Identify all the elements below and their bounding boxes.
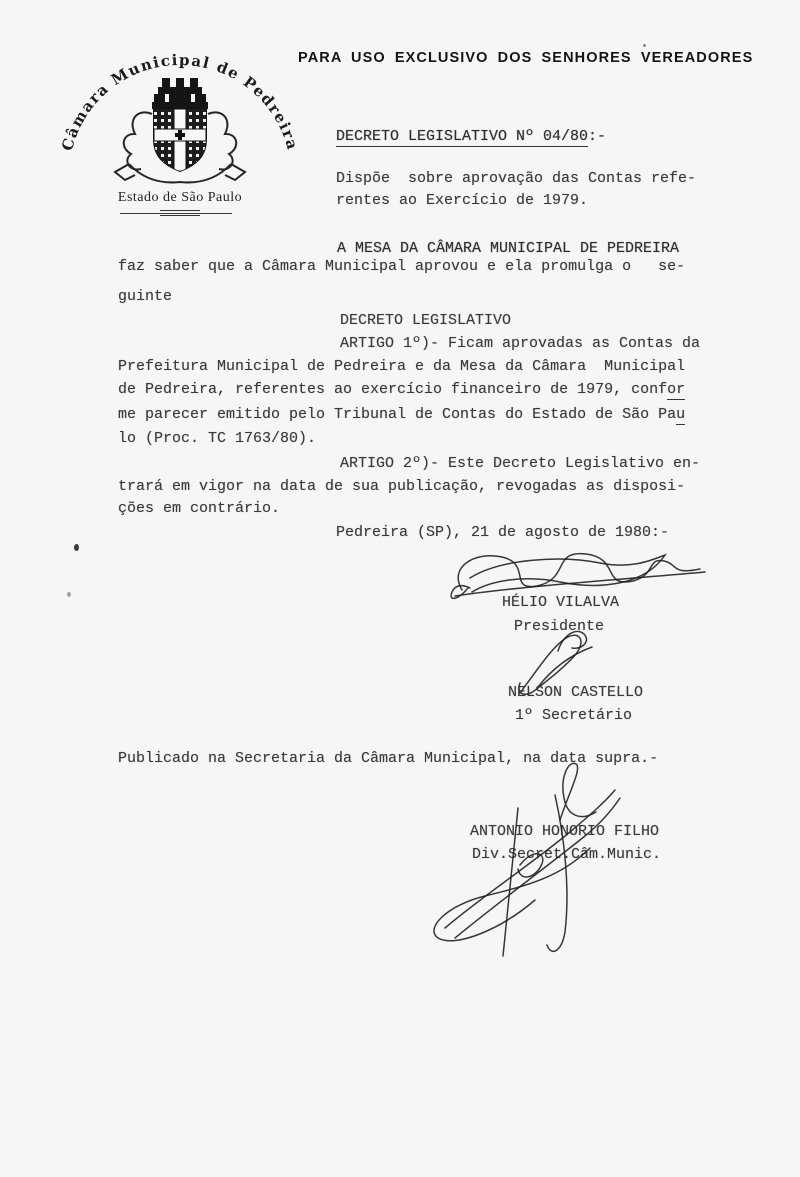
article-2-line-1: ARTIGO 2º)- Este Decreto Legislativo en-: [340, 455, 701, 472]
preamble-line-3: guinte: [118, 288, 173, 305]
article-1-line-3: de Pedreira, referentes ao exercício financeiro de 1979, confor: [118, 381, 686, 398]
article-1-line-1: ARTIGO 1º)- Ficam aprovadas as Contas da: [340, 335, 701, 352]
president-name: HÉLIO VILALVA: [502, 594, 620, 611]
article-1-line-4: me parecer emitido pelo Tribunal de Contas do Estado de São Pau: [118, 406, 686, 423]
scan-speck: [67, 592, 71, 597]
article-1-line-2: Prefeitura Municipal de Pedreira e da Mesa da Câmara Municipal: [118, 358, 686, 375]
article-2-line-2: trará em vigor na data de sua publicação, revogadas as disposi-: [118, 478, 686, 495]
decree-summary-line-1: Dispõe sobre aprovação das Contas refe-: [336, 170, 697, 187]
president-role: Presidente: [514, 618, 605, 635]
shield-icon: [154, 109, 206, 171]
letterhead-state: Estado de São Paulo: [117, 190, 243, 205]
secretary-role: 1º Secretário: [515, 707, 633, 724]
publication-note: Publicado na Secretaria da Câmara Municipal, na data supra.-: [118, 750, 659, 767]
scan-speck: [74, 544, 79, 551]
letterhead-divider-accent: [160, 210, 200, 216]
preamble-line-1: A MESA DA CÂMARA MUNICIPAL DE PEDREIRA: [337, 240, 680, 257]
clerk-name: ANTONIO HONORIO FILHO: [470, 823, 660, 840]
letterhead-emblem: [55, 48, 305, 193]
crown-icon: [152, 78, 208, 109]
dateline: Pedreira (SP), 21 de agosto de 1980:-: [336, 524, 670, 541]
decree-title: DECRETO LEGISLATIVO Nº 04/80:-: [336, 128, 607, 145]
body-heading: DECRETO LEGISLATIVO: [340, 312, 512, 329]
clerk-role: Div.Secret.Câm.Munic.: [472, 846, 662, 863]
arched-municipality-name: Câmara Municipal de Pedreira: [58, 50, 302, 153]
clerk-signature: [400, 760, 660, 970]
preamble-line-2: faz saber que a Câmara Municipal aprovou e ela promulga o se-: [118, 258, 686, 275]
decree-summary-line-2: rentes ao Exercício de 1979.: [336, 192, 589, 209]
scan-speck: [643, 44, 646, 47]
article-1-line-5: lo (Proc. TC 1763/80).: [118, 430, 317, 447]
article-2-line-3: ções em contrário.: [118, 500, 281, 517]
exclusive-use-notice: PARA USO EXCLUSIVO DOS SENHORES VEREADORES: [298, 50, 754, 66]
secretary-name: NELSON CASTELLO: [508, 684, 644, 701]
